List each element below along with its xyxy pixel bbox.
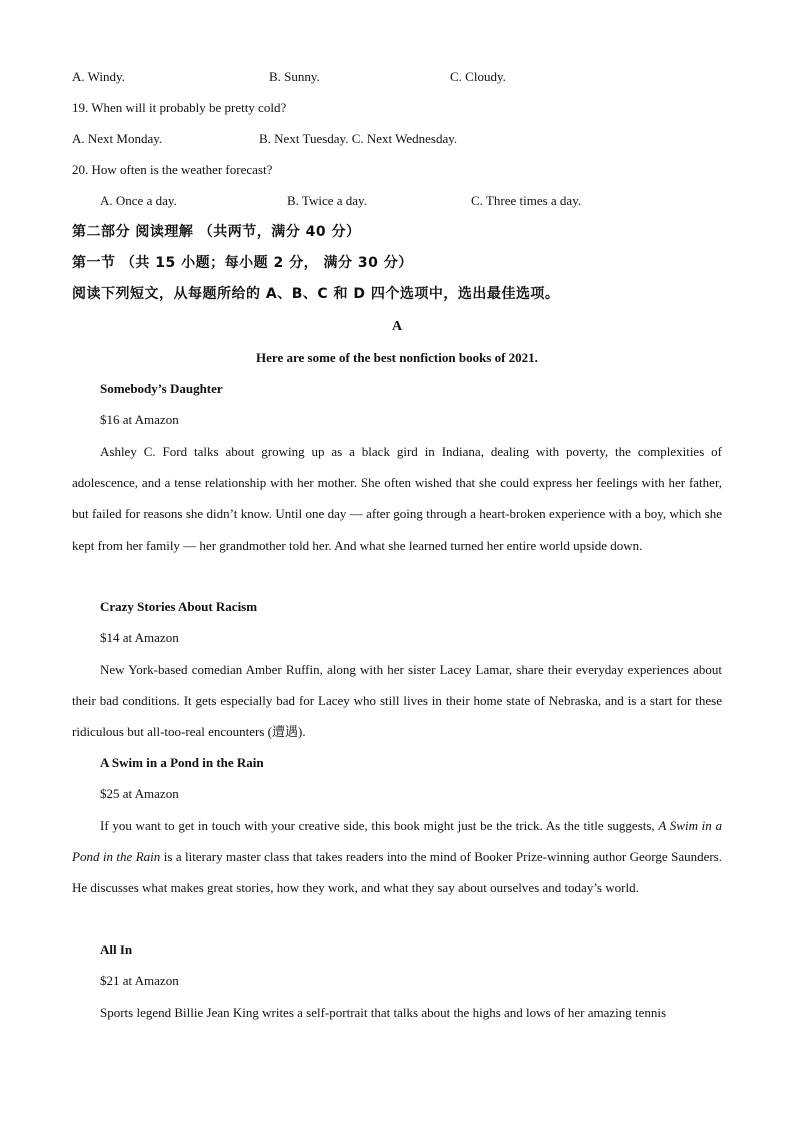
book-4-description: Sports legend Billie Jean King writes a self-portrait that talks about the highs and lows of her amazing tennis xyxy=(100,1005,667,1020)
q20-option-b: B. Twice a day. xyxy=(287,193,367,208)
q20-option-a: A. Once a day. xyxy=(100,193,177,208)
book-4-title: All In xyxy=(100,942,133,957)
book-1-price: $16 at Amazon xyxy=(100,412,179,427)
passage-letter: A xyxy=(391,319,403,334)
part2-heading: 第二部分 阅读理解 （共两节，满分 40 分） xyxy=(72,224,361,240)
instruction: 阅读下列短文，从每题所给的 A、B、C 和 D 四个选项中，选出最佳选项。 xyxy=(72,286,560,302)
book-1-title: Somebody’s Daughter xyxy=(100,381,223,396)
q18-option-c: C. Cloudy. xyxy=(450,69,506,84)
book-4-price: $21 at Amazon xyxy=(100,973,179,988)
q19-question: 19. When will it probably be pretty cold? xyxy=(72,100,287,115)
q19-option-a: A. Next Monday. xyxy=(72,131,163,146)
passage-title: Here are some of the best nonfiction books of 2021. xyxy=(256,350,538,365)
q18-option-b: B. Sunny. xyxy=(269,69,320,84)
book-3-description xyxy=(72,810,722,904)
book-2-price: $14 at Amazon xyxy=(100,630,179,645)
book-3-title: A Swim in a Pond in the Rain xyxy=(100,755,264,770)
section1-heading: 第一节 （共 15 小题；每小题 2 分， 满分 30 分） xyxy=(72,255,413,271)
book-3-desc-pre: If you want to get in touch with your creative side, this book might just be the trick. As the title suggests, xyxy=(100,818,659,833)
q20-question: 20. How often is the weather forecast? xyxy=(72,162,273,177)
book-3-desc-italic-title: A Swim in a Pond in the Rain xyxy=(72,818,722,865)
q20-option-c: C. Three times a day. xyxy=(471,193,582,208)
q18-option-a: A. Windy. xyxy=(72,69,125,84)
book-1-description: Ashley C. Ford talks about growing up as a black gird in Indiana, dealing with poverty, the complexities of adolescence, and a tense relationship with her mother. She often wished that she could express her feelings with her father, but failed for reasons she didn’t know. Until one day — after going through a heart-broken experience with a boy, which she kept from her family — her grandmother told her. And what she learned turned her entire world upside down. xyxy=(72,444,722,553)
book-2-description: New York-based comedian Amber Ruffin, along with her sister Lacey Lamar, share their everyday experiences about their bad conditions. It gets especially bad for Lacey who still lives in their home state of Nebraska, and is a start for these ridiculous but all-too-real encounters (遭遇). xyxy=(72,662,722,740)
q19-option-bc: B. Next Tuesday. C. Next Wednesday. xyxy=(259,131,458,146)
book-3-desc-post: is a literary master class that takes readers into the mind of Booker Prize-winning author George Saunders. He discusses what makes great stories, how they work, and what they say about ourselves and today’s world. xyxy=(72,849,722,896)
book-3-price: $25 at Amazon xyxy=(100,786,179,801)
book-2-title: Crazy Stories About Racism xyxy=(100,599,258,614)
